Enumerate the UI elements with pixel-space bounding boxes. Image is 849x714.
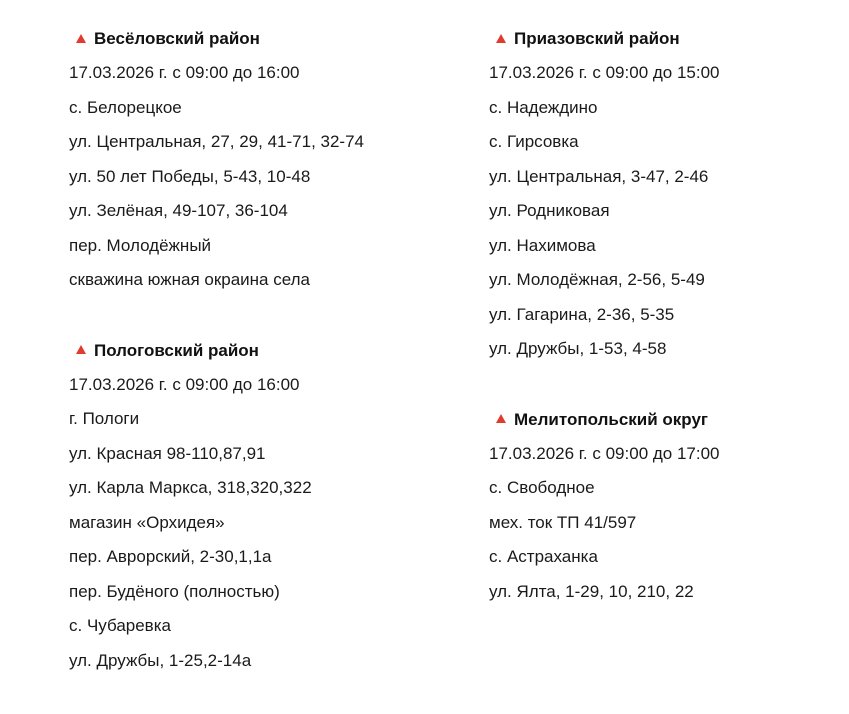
district-heading: [496, 22, 849, 56]
district-block-melitopolsky: [489, 403, 849, 610]
address-line: ул. Красная 98-110,87,91: [69, 443, 266, 463]
address-line: ул. Родниковая: [489, 201, 610, 220]
address-line: ул. Дружбы, 1-25,2-14а: [69, 650, 252, 670]
right-column: [489, 22, 849, 645]
address-line: пер. Молодёжный: [69, 235, 212, 255]
red-triangle-icon: [76, 34, 86, 43]
outage-date-time: 17.03.2026 г. с 09:00 до 16:00: [69, 63, 300, 82]
address-line: ул. Ялта, 1-29, 10, 210, 22: [489, 581, 694, 601]
address-line: ул. Центральная, 27, 29, 41-71, 32-74: [69, 132, 364, 151]
district-heading: [76, 22, 449, 56]
address-line: скважина южная окраина села: [69, 270, 310, 289]
address-line: ул. Центральная, 3-47, 2-46: [489, 166, 709, 186]
address-line: ул. Гагарина, 2-36, 5-35: [489, 304, 675, 324]
district-heading: [496, 403, 849, 437]
address-line: пер. Аврорский, 2-30,1,1а: [69, 547, 272, 566]
left-column: [69, 22, 449, 714]
address-line: с. Белорецкое: [69, 97, 182, 117]
address-line: ул. Карла Маркса, 318,320,322: [69, 478, 312, 497]
outage-date-time: 17.03.2026 г. с 09:00 до 16:00: [69, 374, 300, 394]
district-heading: [76, 334, 449, 368]
address-line: пер. Будёного (полностью): [69, 581, 280, 601]
address-line: ул. Молодёжная, 2-56, 5-49: [489, 270, 705, 289]
red-triangle-icon: [76, 345, 86, 354]
district-title: Приазовский район: [514, 29, 680, 48]
district-block-veselovsky: [69, 22, 449, 298]
address-line: г. Пологи: [69, 409, 140, 428]
district-title: Пологовский район: [94, 340, 259, 360]
address-line: мех. ток ТП 41/597: [489, 512, 637, 532]
red-triangle-icon: [496, 34, 506, 43]
address-line: ул. 50 лет Победы, 5-43, 10-48: [69, 166, 311, 186]
district-block-priazovsky: [489, 22, 849, 367]
district-block-pologovsky: [69, 334, 449, 679]
outage-date-time: 17.03.2026 г. с 09:00 до 15:00: [489, 63, 720, 82]
district-title: Весёловский район: [94, 29, 260, 48]
address-line: ул. Дружбы, 1-53, 4-58: [489, 339, 667, 358]
address-line: с. Гирсовка: [489, 132, 579, 151]
address-line: с. Надеждино: [489, 97, 598, 117]
district-title: Мелитопольский округ: [514, 409, 709, 429]
address-line: ул. Зелёная, 49-107, 36-104: [69, 201, 288, 220]
address-line: ул. Нахимова: [489, 235, 596, 255]
outage-date-time: 17.03.2026 г. с 09:00 до 17:00: [489, 443, 720, 463]
address-line: магазин «Орхидея»: [69, 512, 225, 532]
address-line: с. Астраханка: [489, 547, 598, 566]
address-line: с. Свободное: [489, 478, 595, 497]
address-line: с. Чубаревка: [69, 616, 171, 635]
red-triangle-icon: [496, 414, 506, 423]
